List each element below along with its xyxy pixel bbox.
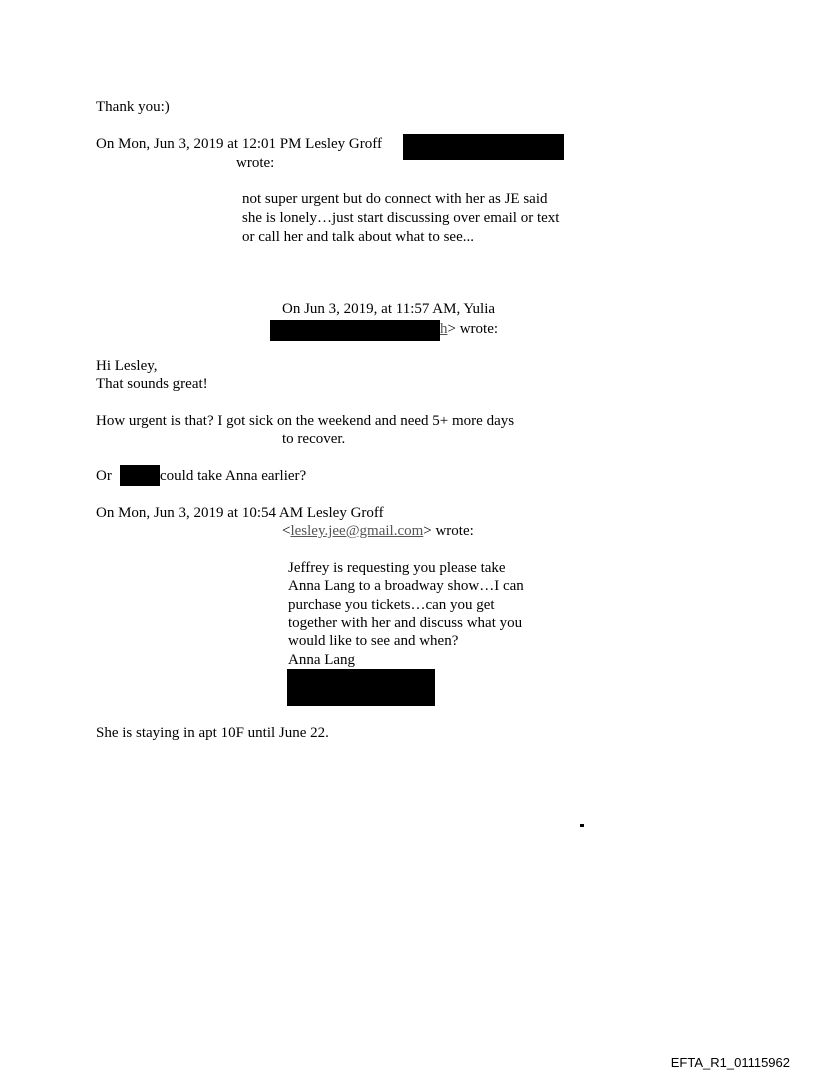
document-id: EFTA_R1_01115962	[670, 1055, 790, 1070]
reply1-wrote: wrote:	[236, 155, 275, 171]
thanks-line: Thank you:)	[96, 99, 170, 115]
reply1-header: On Mon, Jun 3, 2019 at 12:01 PM Lesley Groff	[96, 136, 382, 152]
redaction-box	[270, 320, 440, 341]
reply2-header: On Jun 3, 2019, at 11:57 AM, Yulia	[282, 301, 496, 317]
redaction-box	[287, 669, 435, 706]
reply2-question-cont: to recover.	[282, 431, 346, 447]
stay-line: She is staying in apt 10F until June 22.	[96, 725, 329, 741]
original-body-line: together with her and discuss what you	[288, 615, 523, 631]
original-body-line: would like to see and when?	[288, 633, 459, 649]
redaction-box	[120, 465, 160, 486]
address-close: > wrote:	[423, 523, 474, 539]
original-body-line: Anna Lang to a broadway show…I can	[288, 578, 524, 594]
reply2-or-prefix: Or	[96, 468, 112, 484]
original-body-line: purchase you tickets…can you get	[288, 597, 495, 613]
reply1-body-line: or call her and talk about what to see...	[242, 229, 475, 245]
original-body-line: Jeffrey is requesting you please take	[288, 560, 506, 576]
address-open: <	[282, 523, 291, 539]
reply2-line: That sounds great!	[96, 376, 208, 392]
reply2-or-tail: could take Anna earlier?	[160, 468, 307, 484]
reply1-body-line: she is lonely…just start discussing over email or text	[242, 210, 560, 226]
original-body-line: Anna Lang	[288, 652, 356, 668]
reply2-question: How urgent is that? I got sick on the weekend and need 5+ more days	[96, 413, 515, 429]
reply2-wrote: h> wrote:	[440, 321, 499, 337]
email-link[interactable]: lesley.jee@gmail.com	[290, 523, 424, 539]
original-address	[282, 522, 474, 541]
reply1-body-line: not super urgent but do connect with her as JE said	[242, 191, 548, 207]
reply2-greeting: Hi Lesley,	[96, 358, 158, 374]
redaction-box	[403, 134, 564, 160]
stray-mark	[580, 824, 584, 827]
original-header: On Mon, Jun 3, 2019 at 10:54 AM Lesley Groff	[96, 505, 384, 521]
